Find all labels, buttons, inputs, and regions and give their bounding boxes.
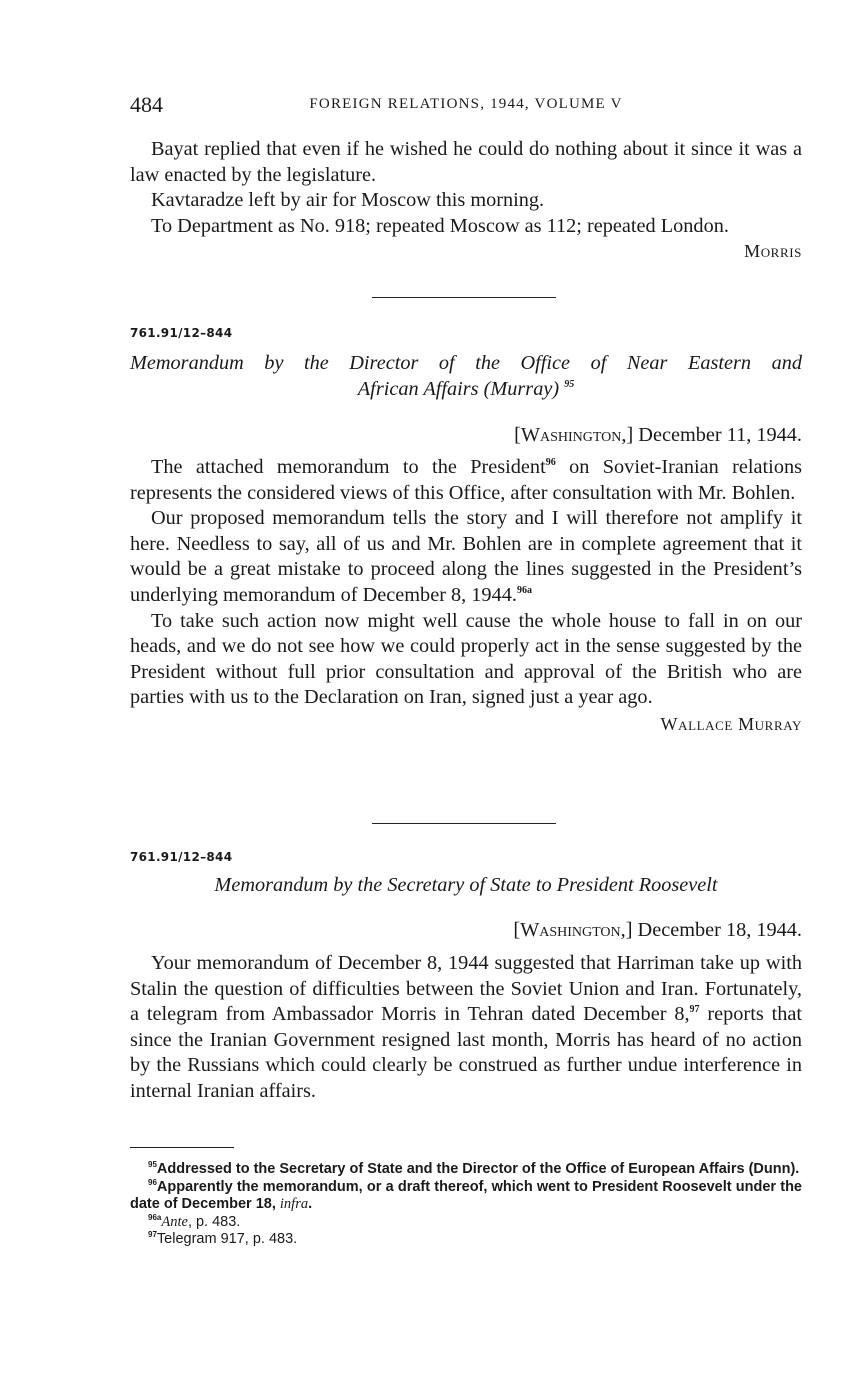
document-title: Memorandum by the Secretary of State to President Roosevelt (214, 874, 718, 896)
footnote-mark: 96 (148, 1177, 157, 1187)
title-line: Memorandum by the Director of the Office of Near Eastern and (130, 352, 802, 374)
file-number: 761.91/12–844 (130, 850, 233, 864)
paragraph: Bayat replied that even if he wished he could do nothing about it since it was a law enacted by the legislature. (130, 138, 802, 186)
paragraph: To Department as No. 918; repeated Moscow as 112; repeated London. (151, 214, 729, 237)
footnote-text: , p. 483. (187, 1213, 241, 1230)
running-head: FOREIGN RELATIONS, 1944, VOLUME V (309, 96, 623, 112)
continued-telegram (130, 137, 802, 262)
footnote-text: Apparently the memorandum, or a draft thereof, which went to President Roosevelt under the date of December 18, (130, 1178, 802, 1213)
footnotes (130, 1161, 802, 1249)
title-line (130, 377, 802, 403)
footnote (130, 1214, 802, 1232)
text: Your memorandum of December 8, 1944 suggested that Harriman take up with Stalin the question of difficulties between the Soviet Union and Iran. Fortunately, a telegram from Ambassador Morris in Tehran dated December 8, (130, 952, 802, 1026)
memorandum-body (130, 951, 802, 1105)
paragraph: Kavtaradze left by air for Moscow this morning. (151, 189, 545, 212)
footnote-text: Ante (161, 1213, 188, 1230)
footnote-mark: 96a (148, 1212, 162, 1222)
paragraph (130, 506, 802, 608)
footnote-text: Addressed to the Secretary of State and the Director of the Office of European Affairs (Dunn). (156, 1161, 800, 1177)
paragraph: To take such action now might well cause the whole house to fall in on our heads, and we do not see how we could properly act in the sense suggested by the President without full prior consultation and approval of the British who are parties with us to the Declaration on Iran, signed just a year ago. (130, 609, 802, 709)
page-number: 484 (130, 92, 163, 117)
footnote-ref: 97 (689, 1004, 700, 1016)
section-divider (372, 297, 556, 298)
footnote-mark: 97 (148, 1230, 157, 1240)
footnote (130, 1179, 802, 1214)
date: December 11, 1944. (638, 424, 802, 446)
page-header (130, 92, 802, 118)
title-text: African Affairs (Murray) (357, 377, 560, 400)
text: reports that since the Iranian Government resigned last month, Morris has heard of no action by the Russians which could clearly be construed as further undue interference in internal Iranian affairs. (130, 1003, 802, 1102)
section-divider (372, 823, 556, 824)
text: on Soviet-Iranian relations represents the considered views of this Office, after consultation with Mr. Bohlen. (130, 456, 802, 504)
place: Washington, (520, 919, 626, 941)
footnote-ref: 96a (516, 585, 532, 597)
date: December 18, 1944. (637, 919, 802, 941)
footnote-ref: 96 (545, 457, 556, 469)
place: Washington, (520, 424, 627, 446)
footnote-divider (130, 1147, 234, 1148)
footnote-text: Telegram 917, p. 483. (156, 1231, 298, 1248)
dateline: [Washington,] December 18, 1944. (513, 919, 802, 941)
file-number: 761.91/12–844 (130, 326, 233, 340)
paragraph (130, 455, 802, 506)
signature: Wallace Murray (660, 713, 802, 734)
document-title (130, 351, 802, 402)
text: The attached memorandum to the President (151, 456, 546, 478)
footnote-ref: 95 (564, 378, 575, 390)
paragraph (130, 951, 802, 1105)
text: Our proposed memorandum tells the story and I will therefore not amplify it here. Needless to say, all of us and Mr. Bohlen are in complete agreement that it would be a great mistake to proceed along the lines suggested in the President’s underlying memorandum of December 8, 1944. (130, 507, 802, 606)
memorandum-body (130, 455, 802, 735)
footnote-text: infra (279, 1196, 309, 1213)
footnote-mark: 95 (148, 1160, 157, 1170)
footnote (130, 1231, 802, 1249)
dateline: [Washington,] December 11, 1944. (514, 424, 802, 446)
footnote-text: . (308, 1196, 313, 1213)
signature: Morris (744, 241, 802, 262)
footnote (130, 1161, 802, 1179)
